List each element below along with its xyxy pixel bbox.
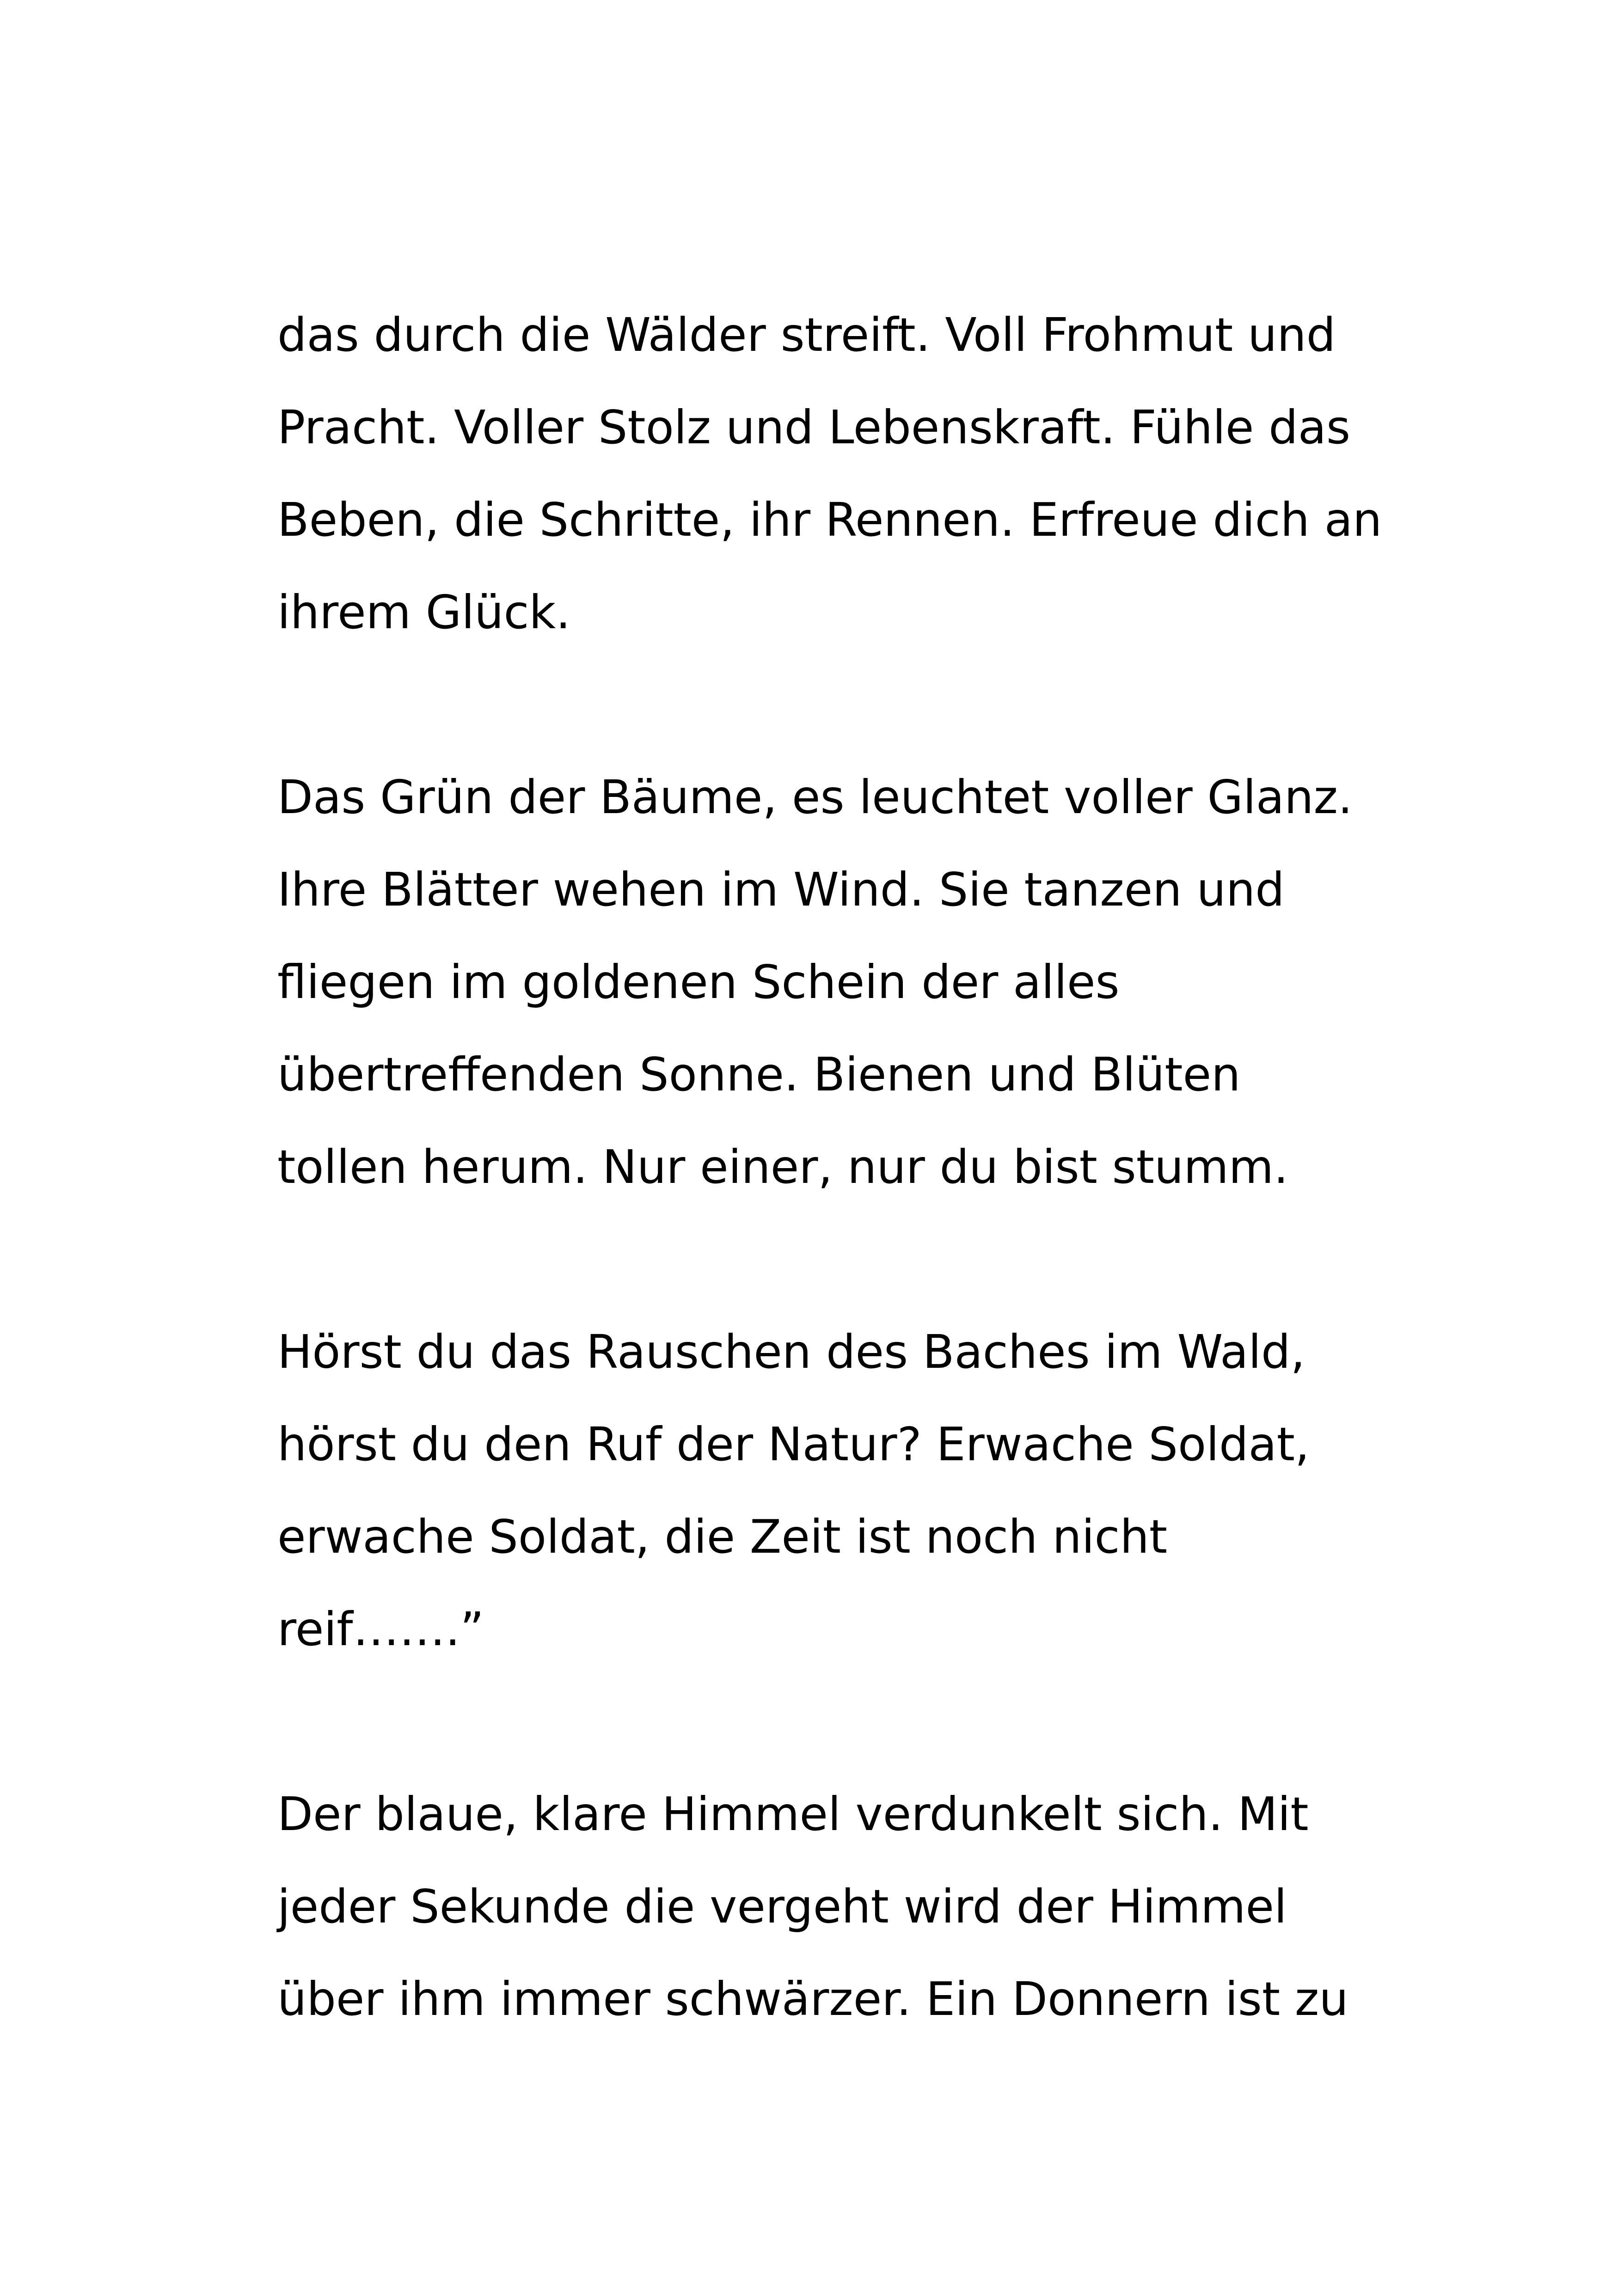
paragraph-2 [277, 767, 1387, 1230]
text-line: übertreffenden Sonne. Bienen und Blüten [277, 1047, 1241, 1102]
paragraph-3 [277, 1322, 1387, 1692]
text-line: Ihre Blätter wehen im Wind. Sie tanzen und [277, 863, 1285, 917]
text-body [277, 305, 1387, 2154]
text-line: tollen herum. Nur einer, nur du bist stumm. [277, 1140, 1288, 1194]
text-line: Das Grün der Bäume, es leuchtet voller Glanz. [277, 770, 1353, 824]
text-line: über ihm immer schwärzer. Ein Donnern ist zu [277, 1972, 1348, 2026]
text-line: Beben, die Schritte, ihr Rennen. Erfreue dich an [277, 493, 1382, 547]
text-line: Der blaue, klare Himmel verdunkelt sich. Mit [277, 1787, 1309, 1841]
text-line: fliegen im goldenen Schein der alles [277, 955, 1120, 1009]
text-line: reif…….” [277, 1602, 484, 1656]
text-line: hörst du den Ruf der Natur? Erwache Soldat, [277, 1417, 1310, 1471]
paragraph-1 [277, 305, 1387, 675]
paragraph-4 [277, 1784, 1387, 2062]
text-line: Pracht. Voller Stolz und Lebenskraft. Fühle das [277, 400, 1351, 454]
text-line: erwache Soldat, die Zeit ist noch nicht [277, 1510, 1168, 1564]
text-line: jeder Sekunde die vergeht wird der Himmel [277, 1880, 1287, 1934]
text-line: ihrem Glück. [277, 585, 571, 639]
text-line: Hörst du das Rauschen des Baches im Wald, [277, 1325, 1305, 1379]
text-line: das durch die Wälder streift. Voll Frohmut und [277, 308, 1336, 362]
